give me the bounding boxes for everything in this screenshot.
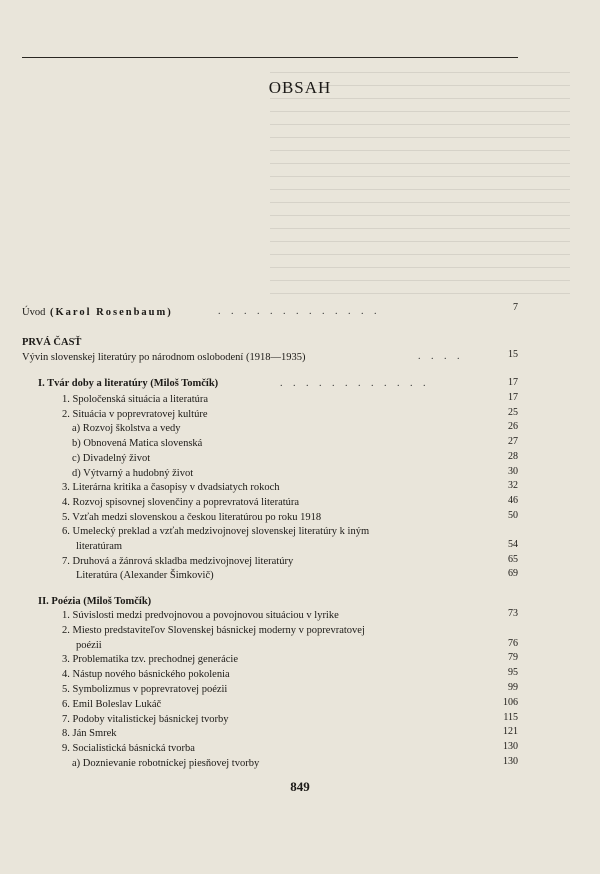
toc-entry [62, 408, 210, 421]
toc-entry-intro [22, 306, 173, 319]
toc-entry-text: 1. Súvislosti medzi predvojnovou a povojnovou situáciou v lyrike [62, 610, 339, 621]
toc-entry-text: 5. Vzťah medzi slovenskou a českou literatúrou po roku 1918 [62, 511, 322, 523]
toc-entry [62, 713, 231, 726]
leader-dots: . . . . . . . . . . . . [280, 378, 430, 389]
toc-entry-text: d) Výtvarný a hudobný život [72, 467, 194, 479]
toc-entry [62, 698, 163, 711]
toc-entry-text: 8. Ján Smrek [62, 728, 117, 740]
toc-entry-page: 54 [508, 539, 518, 550]
toc-entry-page: 27 [508, 436, 518, 448]
toc-entry-page: 79 [508, 652, 518, 664]
toc-entry-text: c) Divadelný život [72, 452, 151, 464]
toc-entry-text: 2. Miesto predstaviteľov Slovenskej básnickej moderny v poprevratovej [62, 624, 365, 636]
toc-entry [76, 540, 124, 553]
toc-entry-text: 3. Problematika tzv. prechodnej generácie [62, 654, 238, 666]
toc-entry-page: 130 [503, 756, 518, 767]
intro-page: 7 [513, 302, 518, 313]
toc-entry [62, 609, 341, 622]
toc-entry-text: Literatúra (Alexander Šimkovič) [76, 570, 214, 582]
toc-entry-page: 65 [508, 553, 518, 565]
toc-entry-page: 50 [508, 509, 518, 521]
intro-author: (Karol Rosenbaum) [49, 307, 173, 318]
toc-entry-text: literatúram [76, 541, 123, 552]
toc-entry-text: poézii [76, 639, 102, 651]
toc-entry [62, 653, 240, 666]
section1-page: 17 [508, 377, 518, 388]
toc-entry-text: 4. Rozvoj spisovnej slovenčiny a poprevratová literatúra [62, 496, 300, 508]
toc-entry-text: a) Rozvoj školstva a vedy [72, 423, 181, 435]
toc-entry-page: 69 [508, 568, 518, 580]
toc-entry [72, 757, 261, 770]
toc-entry [62, 511, 323, 524]
toc-entry [62, 481, 282, 494]
toc-entry [72, 437, 204, 450]
part-heading: PRVÁ ČASŤ [22, 337, 82, 348]
leader-dots: . . . . [418, 351, 464, 362]
part-page: 15 [508, 349, 518, 360]
toc-entry [72, 452, 152, 465]
toc-entry-text: 7. Podoby vitalistickej básnickej tvorby [62, 713, 229, 725]
toc-entry-page: 26 [508, 421, 518, 433]
toc-entry-text: 1. Spoločenská situácia a literatúra [62, 394, 209, 405]
toc-entry-page: 130 [503, 741, 518, 753]
toc-entry-page: 30 [508, 465, 518, 477]
toc-entry-page: 17 [508, 392, 518, 403]
toc-entry-text: 3. Literárna kritika a časopisy v dvadsiatych rokoch [62, 482, 280, 494]
leader-dots: . . . . . . . . . . . . . [218, 306, 381, 317]
toc-entry-page: 95 [508, 667, 518, 679]
top-rule [22, 57, 518, 58]
toc-entry-page: 106 [503, 696, 518, 708]
toc-entry [72, 467, 195, 480]
toc-entry [76, 639, 104, 652]
toc-entry-text: 6. Umelecký preklad a vzťah medzivojnovej slovenskej literatúry k iným [62, 526, 370, 538]
toc-entry-page: 73 [508, 608, 518, 619]
page-number: 849 [290, 779, 310, 794]
toc-entry-page: 115 [503, 711, 518, 723]
toc-entry [62, 525, 371, 538]
toc-entry [62, 742, 197, 755]
toc-entry-page: 32 [508, 480, 518, 492]
toc-entry-page: 76 [508, 637, 518, 649]
toc-entry [62, 555, 295, 568]
section1-heading: I. Tvár doby a literatúry (Miloš Tomčík) [38, 378, 219, 389]
toc-entry-text: 6. Emil Boleslav Lukáč [62, 698, 162, 710]
toc-entry-page: 46 [508, 494, 518, 506]
toc-entry-text: 7. Druhová a žánrová skladba medzivojnovej literatúry [62, 555, 294, 567]
part-subtitle: Vývin slovenskej literatúry po národnom oslobodení (1918—1935) [22, 352, 306, 363]
toc-entry [76, 569, 216, 582]
toc-entry [62, 727, 119, 740]
toc-entry-text: 2. Situácia v poprevratovej kultúre [62, 408, 208, 420]
toc-entry-text: b) Obnovená Matica slovenská [72, 438, 203, 450]
intro-label: Úvod [22, 307, 46, 318]
toc-entry-page: 28 [508, 450, 518, 462]
toc-entry-page: 25 [508, 406, 518, 418]
page-title: OBSAH [268, 78, 332, 97]
toc-entry-page: 121 [503, 726, 518, 738]
toc-entry-text: 5. Symbolizmus v poprevratovej poézii [62, 684, 228, 695]
toc-entry [72, 422, 182, 435]
toc-entry [62, 393, 210, 406]
toc-entry-text: 9. Socialistická básnická tvorba [62, 743, 195, 755]
toc-entry [62, 683, 229, 696]
toc-entry [62, 496, 301, 509]
section2-heading: II. Poézia (Miloš Tomčík) [38, 596, 152, 607]
toc-entry [62, 624, 367, 637]
toc-entry-text: a) Doznievanie robotníckej piesňovej tvorby [72, 758, 260, 769]
toc-entry-page: 99 [508, 682, 518, 693]
toc-entry-text: 4. Nástup nového básnického pokolenia [62, 669, 230, 681]
toc-entry [62, 668, 232, 681]
